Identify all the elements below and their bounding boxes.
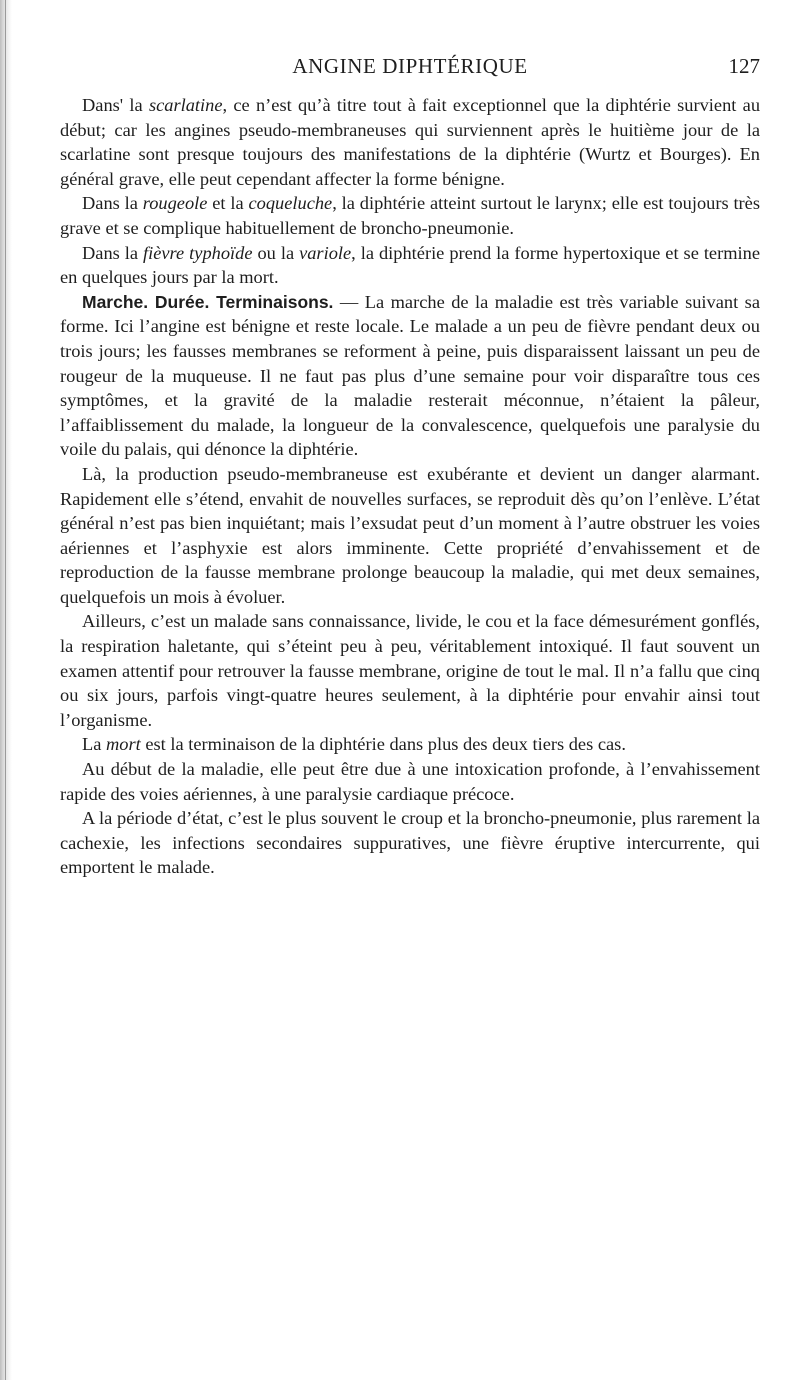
running-head: ANGINE DIPHTÉRIQUE	[292, 54, 528, 78]
text-run: , ce n’est qu’à titre tout à fait exceptionnel que la diphtérie survient au début; car les angines pseudo-membraneuses qui surviennent après le huitième jour de la scarlatine sont presque toujours des manifestations de la diphtérie (Wurtz et Bourges). En général grave, elle peut cependant affecter la forme bénigne.	[60, 95, 761, 189]
page-body	[60, 93, 760, 880]
italic-term: fièvre typhoïde	[143, 242, 253, 263]
italic-term: scarlatine	[148, 95, 223, 115]
text-run: Dans la	[82, 193, 143, 214]
paragraph-periode-etat	[60, 806, 760, 880]
text-run: , la diphtérie atteint surtout le larynx; elle est toujours très grave et se complique habituellement de broncho-pneumonie.	[60, 193, 760, 238]
paragraph-scarlatine	[60, 93, 760, 191]
paragraph-production	[60, 462, 760, 610]
text-run: Au début de la maladie, elle peut être due à une intoxication profonde, à l’envahissement rapide des voies aériennes, à une paralysie cardiaque précoce.	[60, 759, 760, 804]
paragraph-ailleurs	[60, 609, 760, 732]
section-heading: Marche. Durée. Terminaisons.	[82, 291, 334, 312]
text-run: Dans la	[82, 242, 144, 263]
text-run: La	[82, 734, 106, 755]
paragraph-mort	[60, 732, 760, 757]
italic-term: mort	[106, 734, 141, 755]
text-run: , la diphtérie prend la forme hypertoxique et se termine en quelques jours par la mort.	[60, 242, 760, 288]
page-number: 127	[728, 54, 760, 78]
italic-term: rougeole	[142, 193, 208, 214]
page-header	[60, 52, 760, 82]
text-run: — La marche de la maladie est très variable suivant sa forme. Ici l’angine est bénigne et reste locale. Le malade a un peu de fièvre pendant deux ou trois jours; les fausses membranes se reforment à peine, puis disparaissent laissant un peu de rougeur de la muqueuse. Il ne faut pas plus d’une semaine pour voir disparaître tous ces symptômes, et la gravité de la maladie resterait méconnue, n’étaient la pâleur, l’affaiblissement du malade, la longueur de la convalescence, quelquefois une paralysie du voile du palais, qui dénonce la diphtérie.	[60, 291, 760, 460]
italic-term: variole	[299, 242, 352, 263]
text-run: Dans' la	[82, 95, 149, 115]
text-run: Là, la production pseudo-membraneuse est exubérante et devient un danger alarmant. Rapidement elle s’étend, envahit de nouvelles surfaces, se reproduit dès qu’on l’enlève. L’état général n’est pas bien inquiétant; mais l’exsudat peut d’un moment à l’autre obstruer les voies aériennes et l’asphyxie est alors imminente. Cette propriété d’envahissement et de reproduction de la fausse membrane prolonge beaucoup la maladie, qui met deux semaines, quelquefois un mois à évoluer.	[60, 463, 760, 607]
text-run: est la terminaison de la diphtérie dans plus des deux tiers des cas.	[140, 734, 626, 755]
paragraph-rougeole	[60, 191, 760, 240]
text-run: Ailleurs, c’est un malade sans connaissance, livide, le cou et la face démesurément gonflés, la respiration haletante, qui s’éteint peu à peu, véritablement intoxiqué. Il faut souvent un examen attentif pour retrouver la fausse membrane, origine de tout le mal. Il n’a fallu que cinq ou six jours, parfois vingt-quatre heures seulement, à la diphtérie pour envahir ainsi tout l’organisme.	[60, 611, 760, 730]
paragraph-marche	[60, 290, 760, 462]
text-run: et la	[207, 193, 249, 214]
paragraph-fievre-typhoide	[60, 241, 760, 290]
text-run: A la période d’état, c’est le plus souvent le croup et la broncho-pneumonie, plus rarement la cachexie, les infections secondaires suppuratives, une fièvre éruptive intercurrente, qui emportent le malade.	[60, 808, 760, 878]
text-run: ou la	[252, 242, 300, 263]
italic-term: coqueluche	[248, 193, 333, 214]
paragraph-debut	[60, 757, 760, 806]
